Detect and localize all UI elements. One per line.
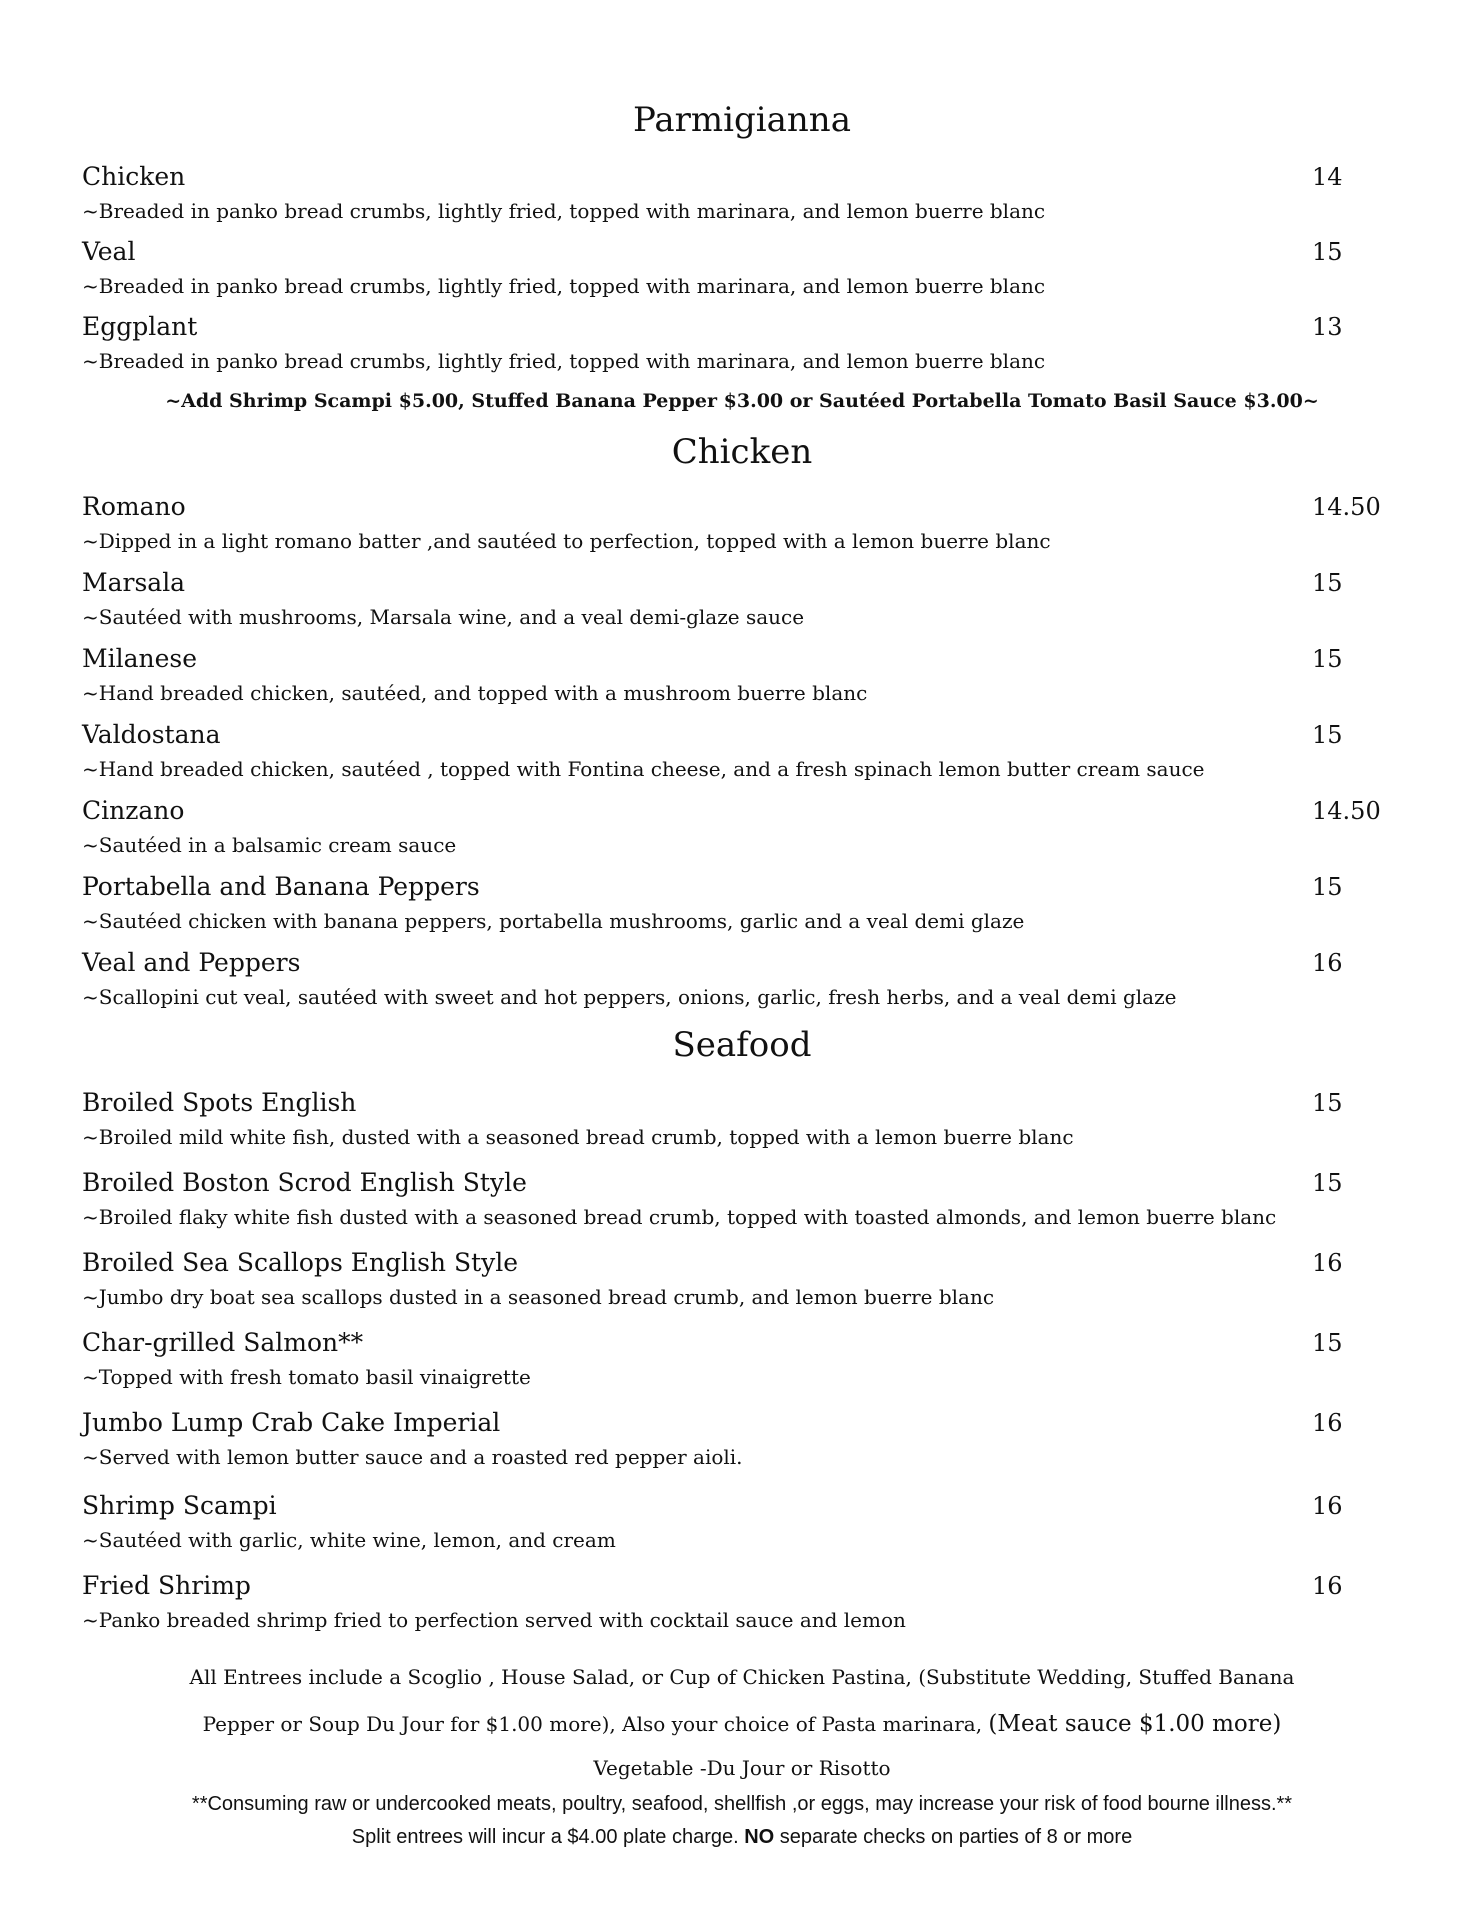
item-description: ~Served with lemon butter sauce and a roasted red pepper aioli. [82, 1445, 743, 1469]
item-name: Veal and Peppers [82, 948, 301, 977]
meat-sauce-note: (Meat sauce $1.00 more) [988, 1711, 1282, 1737]
item-price: 14.50 [1312, 797, 1381, 825]
item-price: 16 [1312, 949, 1343, 977]
split-policy-text: Split entrees will incur a $4.00 plate charge. [351, 1826, 745, 1848]
item-description: ~Topped with fresh tomato basil vinaigrette [82, 1365, 531, 1389]
split-policy-text-end: separate checks on parties of 8 or more [774, 1826, 1133, 1848]
item-price: 15 [1312, 873, 1343, 901]
item-description: ~Breaded in panko bread crumbs, lightly fried, topped with marinara, and lemon buerre blanc [82, 349, 1046, 373]
menu-item [82, 160, 1382, 226]
menu-item [82, 1569, 1382, 1635]
item-name: Chicken [82, 162, 186, 191]
entree-includes-line-2 [0, 1711, 1484, 1737]
item-price: 15 [1312, 645, 1343, 673]
item-price: 15 [1312, 1089, 1343, 1117]
menu-item [82, 1326, 1382, 1392]
item-name: Romano [82, 492, 186, 521]
item-price: 15 [1312, 569, 1343, 597]
item-name: Char-grilled Salmon** [82, 1328, 364, 1357]
entree-includes-text: Pepper or Soup Du Jour for $1.00 more), Also your choice of Pasta marinara, [202, 1712, 989, 1736]
section-title-seafood: Seafood [672, 1025, 812, 1065]
section-title-chicken: Chicken [671, 432, 813, 472]
menu-item [82, 1166, 1382, 1232]
split-policy-emphasis: NO [744, 1826, 775, 1848]
item-price: 15 [1312, 1169, 1343, 1197]
item-description: ~Panko breaded shrimp fried to perfection served with cocktail sauce and lemon [82, 1608, 906, 1632]
item-name: Shrimp Scampi [82, 1491, 277, 1520]
menu-item [82, 946, 1382, 1012]
item-description: ~Jumbo dry boat sea scallops dusted in a seasoned bread crumb, and lemon buerre blanc [82, 1285, 995, 1309]
item-name: Milanese [82, 644, 198, 673]
section-title-parmigianna: Parmigianna [633, 100, 851, 140]
item-price: 16 [1312, 1249, 1343, 1277]
item-price: 13 [1312, 313, 1343, 341]
entree-includes-line-3: Vegetable -Du Jour or Risotto [593, 1756, 891, 1780]
item-description: ~Sautéed with garlic, white wine, lemon, and cream [82, 1528, 616, 1552]
entree-includes-line-1: All Entrees include a Scoglio , House Salad, or Cup of Chicken Pastina, (Substitute Wedding, Stuffed Banana [189, 1665, 1295, 1689]
item-price: 16 [1312, 1492, 1343, 1520]
item-name: Marsala [82, 568, 186, 597]
menu-item [82, 794, 1382, 860]
menu-item [82, 870, 1382, 936]
item-price: 15 [1312, 721, 1343, 749]
item-price: 14 [1312, 163, 1343, 191]
item-description: ~Scallopini cut veal, sautéed with sweet and hot peppers, onions, garlic, fresh herbs, and a veal demi glaze [82, 985, 1177, 1009]
item-description: ~Breaded in panko bread crumbs, lightly fried, topped with marinara, and lemon buerre blanc [82, 274, 1046, 298]
item-name: Broiled Sea Scallops English Style [82, 1248, 519, 1277]
split-policy [0, 1826, 1484, 1849]
item-name: Portabella and Banana Peppers [82, 872, 480, 901]
item-description: ~Breaded in panko bread crumbs, lightly fried, topped with marinara, and lemon buerre blanc [82, 199, 1046, 223]
menu-item [82, 1246, 1382, 1312]
item-name: Broiled Boston Scrod English Style [82, 1168, 527, 1197]
item-description: ~Sautéed in a balsamic cream sauce [82, 833, 457, 857]
item-description: ~Sautéed chicken with banana peppers, portabella mushrooms, garlic and a veal demi glaze [82, 909, 1025, 933]
menu-item [82, 1086, 1382, 1152]
item-name: Fried Shrimp [82, 1571, 251, 1600]
item-name: Eggplant [82, 312, 198, 341]
menu-item [82, 235, 1382, 301]
item-price: 15 [1312, 238, 1343, 266]
item-price: 16 [1312, 1409, 1343, 1437]
item-price: 15 [1312, 1329, 1343, 1357]
item-description: ~Hand breaded chicken, sautéed, and topped with a mushroom buerre blanc [82, 681, 868, 705]
item-description: ~Hand breaded chicken, sautéed , topped with Fontina cheese, and a fresh spinach lemon butter cream sauce [82, 757, 1205, 781]
item-description: ~Broiled mild white fish, dusted with a seasoned bread crumb, topped with a lemon buerre blanc [82, 1125, 1074, 1149]
item-name: Broiled Spots English [82, 1088, 357, 1117]
item-description: ~Broiled flaky white fish dusted with a seasoned bread crumb, topped with toasted almonds, and lemon buerre blanc [82, 1205, 1277, 1229]
menu-item [82, 642, 1382, 708]
menu-item [82, 310, 1382, 376]
menu-item [82, 490, 1382, 556]
menu-item [82, 566, 1382, 632]
item-description: ~Sautéed with mushrooms, Marsala wine, and a veal demi-glaze sauce [82, 605, 805, 629]
item-price: 14.50 [1312, 493, 1381, 521]
menu-item [82, 1489, 1382, 1555]
item-name: Cinzano [82, 796, 185, 825]
item-name: Jumbo Lump Crab Cake Imperial [82, 1408, 501, 1437]
food-safety-warning: **Consuming raw or undercooked meats, poultry, seafood, shellfish ,or eggs, may increase your risk of food bourne illness.** [191, 1793, 1293, 1815]
menu-item [82, 1406, 1382, 1472]
menu-item [82, 718, 1382, 784]
item-name: Veal [82, 237, 136, 266]
item-price: 16 [1312, 1572, 1343, 1600]
item-description: ~Dipped in a light romano batter ,and sautéed to perfection, topped with a lemon buerre blanc [82, 529, 1051, 553]
item-name: Valdostana [82, 720, 221, 749]
addon-note: ~Add Shrimp Scampi $5.00, Stuffed Banana Pepper $3.00 or Sautéed Portabella Tomato Basil Sauce $3.00~ [165, 390, 1319, 412]
